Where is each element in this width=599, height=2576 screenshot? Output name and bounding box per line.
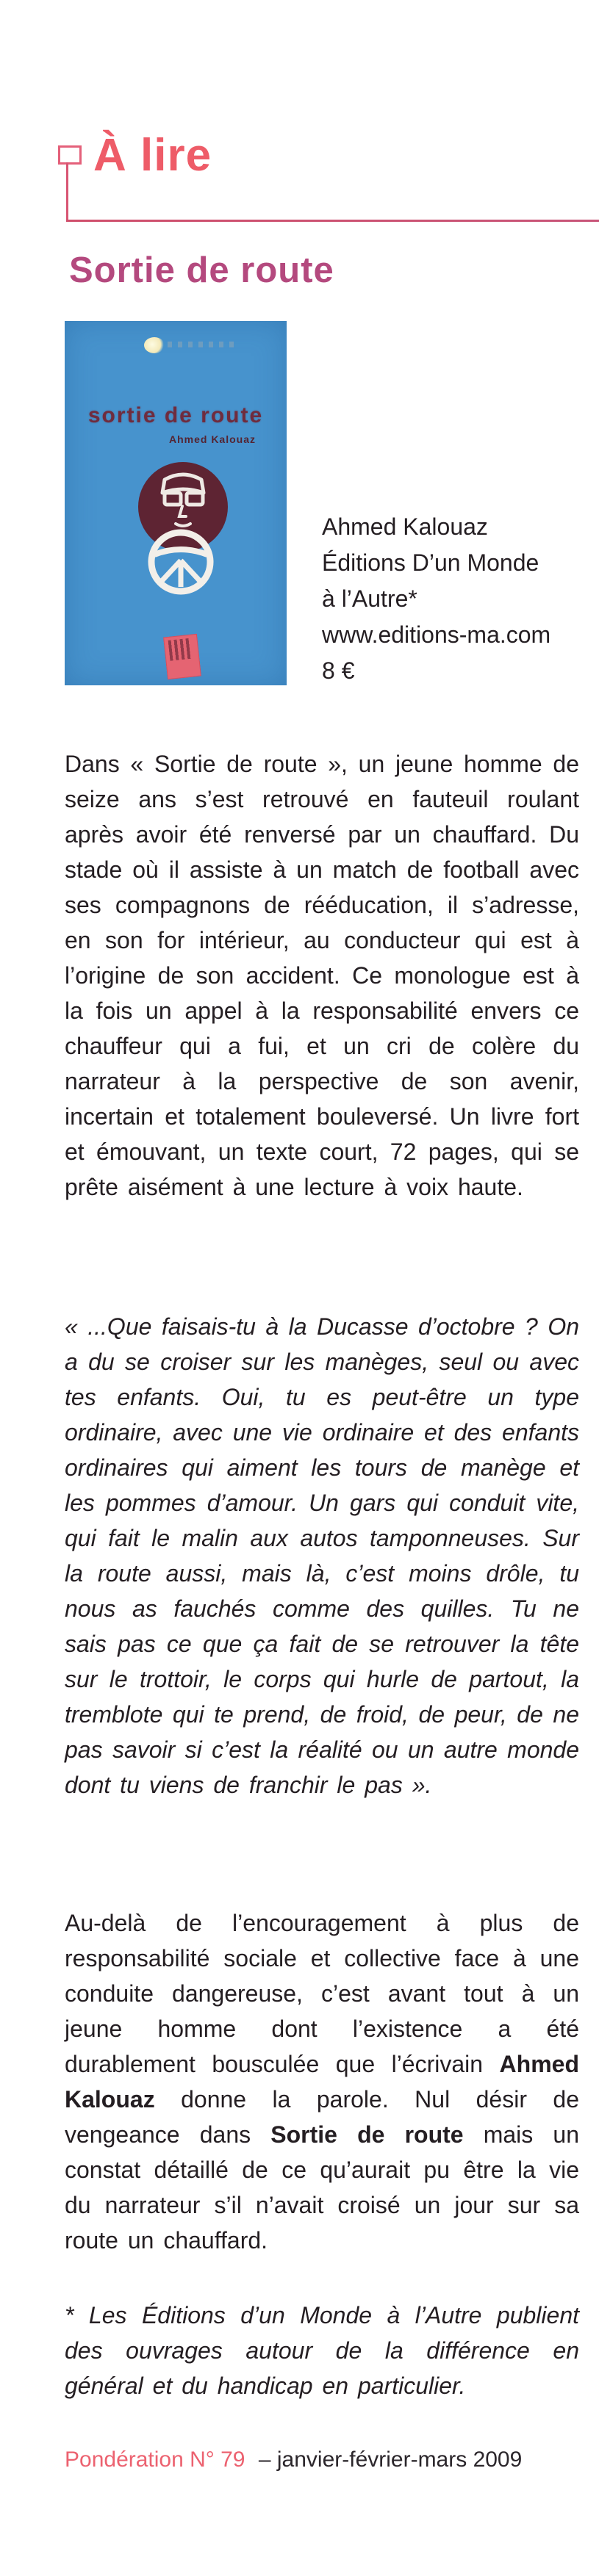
review-paragraph-1: Dans « Sortie de route », un jeune homme de seize ans s’est retrouvé en fauteuil roulant après avoir été renversé par un chauffard. Du stade où il assiste à un match de football avec ses compagnons de rééducation, il s’adresse, en son for intérieur, au conducteur qui est à l’origine de son accident. Ce monologue est à la fois un appel à la responsabilité envers ce chauffeur qui a fui, et un cri de colère du narrateur à la perspective de son avenir, incertain et totalement bouleversé. Un livre fort et émouvant, un texte court, 72 pages, qui se prête aisément à une lecture à voix haute. (65, 751, 579, 1200)
page-footer (65, 2447, 522, 2472)
issue-date: – janvier-février-mars 2009 (258, 2447, 523, 2472)
section-connector-line (66, 162, 68, 221)
book-price: 8 € (322, 657, 355, 684)
review-paragraph-2 (65, 1905, 579, 2258)
book-cover (65, 321, 287, 685)
p3-text-after: mais un constat détaillé de ce qu’aurait pu être la vie du narrateur s’il n’avait croisé un jour sur sa route un chauffard. (65, 2121, 579, 2254)
publisher-footnote: * Les Éditions d’un Monde à l’Autre publient des ouvrages autour de la différence en général et du handicap en particulier. (65, 2302, 579, 2399)
p3-author-bold: Ahmed Kalouaz (65, 2051, 579, 2113)
p3-text-mid: donne la parole. Nul désir de vengeance dans (65, 2086, 579, 2148)
p3-text-before: Au-delà de l’encouragement à plus de responsabilité sociale et collective face à une conduite dangereuse, c’est avant tout à un jeune homme dont l’existence a été durablement bousculée que l’écrivain (65, 1910, 579, 2077)
publisher-logo-text (168, 342, 234, 347)
book-quote: « ...Que faisais-tu à la Ducasse d’octobre ? On a du se croiser sur les manèges, seul ou avec tes enfants. Oui, tu es peut-être un type ordinaire, avec une vie ordinaire et des enfants ordinaires qui aiment les tours de manège et les pommes d’amour. Un gars qui conduit vite, qui fait le malin aux autos tamponneuses. Sur la route aussi, mais là, c’est moins drôle, tu nous as fauchés comme des quilles. Tu ne sais pas ce que ça fait de se retrouver la tête sur le trottoir, le corps qui hurle de partout, la tremblote qui te prend, de froid, de peur, de ne pas savoir si c’est la réalité ou un autre monde dont tu viens de franchir le pas ». (65, 1313, 579, 1798)
book-publisher-line1: Éditions D’un Monde (322, 549, 539, 576)
face-steering-wheel-illustration (100, 444, 254, 606)
journal-name: Pondération N° 79 (65, 2447, 245, 2472)
section-title: À lire (93, 130, 212, 181)
book-website: www.editions-ma.com (322, 621, 551, 648)
book-info (322, 509, 550, 689)
section-marker-icon (58, 145, 82, 165)
article-title: Sortie de route (69, 250, 334, 290)
book-author: Ahmed Kalouaz (322, 513, 488, 540)
book-publisher-line2: à l’Autre* (322, 585, 417, 612)
publisher-stamp-icon (163, 634, 201, 679)
publisher-logo-icon (144, 337, 165, 353)
section-rule (66, 220, 599, 222)
cover-author: Ahmed Kalouaz (168, 433, 256, 445)
p3-title-bold: Sortie de route (270, 2121, 464, 2148)
cover-title: sortie de route (87, 403, 264, 427)
